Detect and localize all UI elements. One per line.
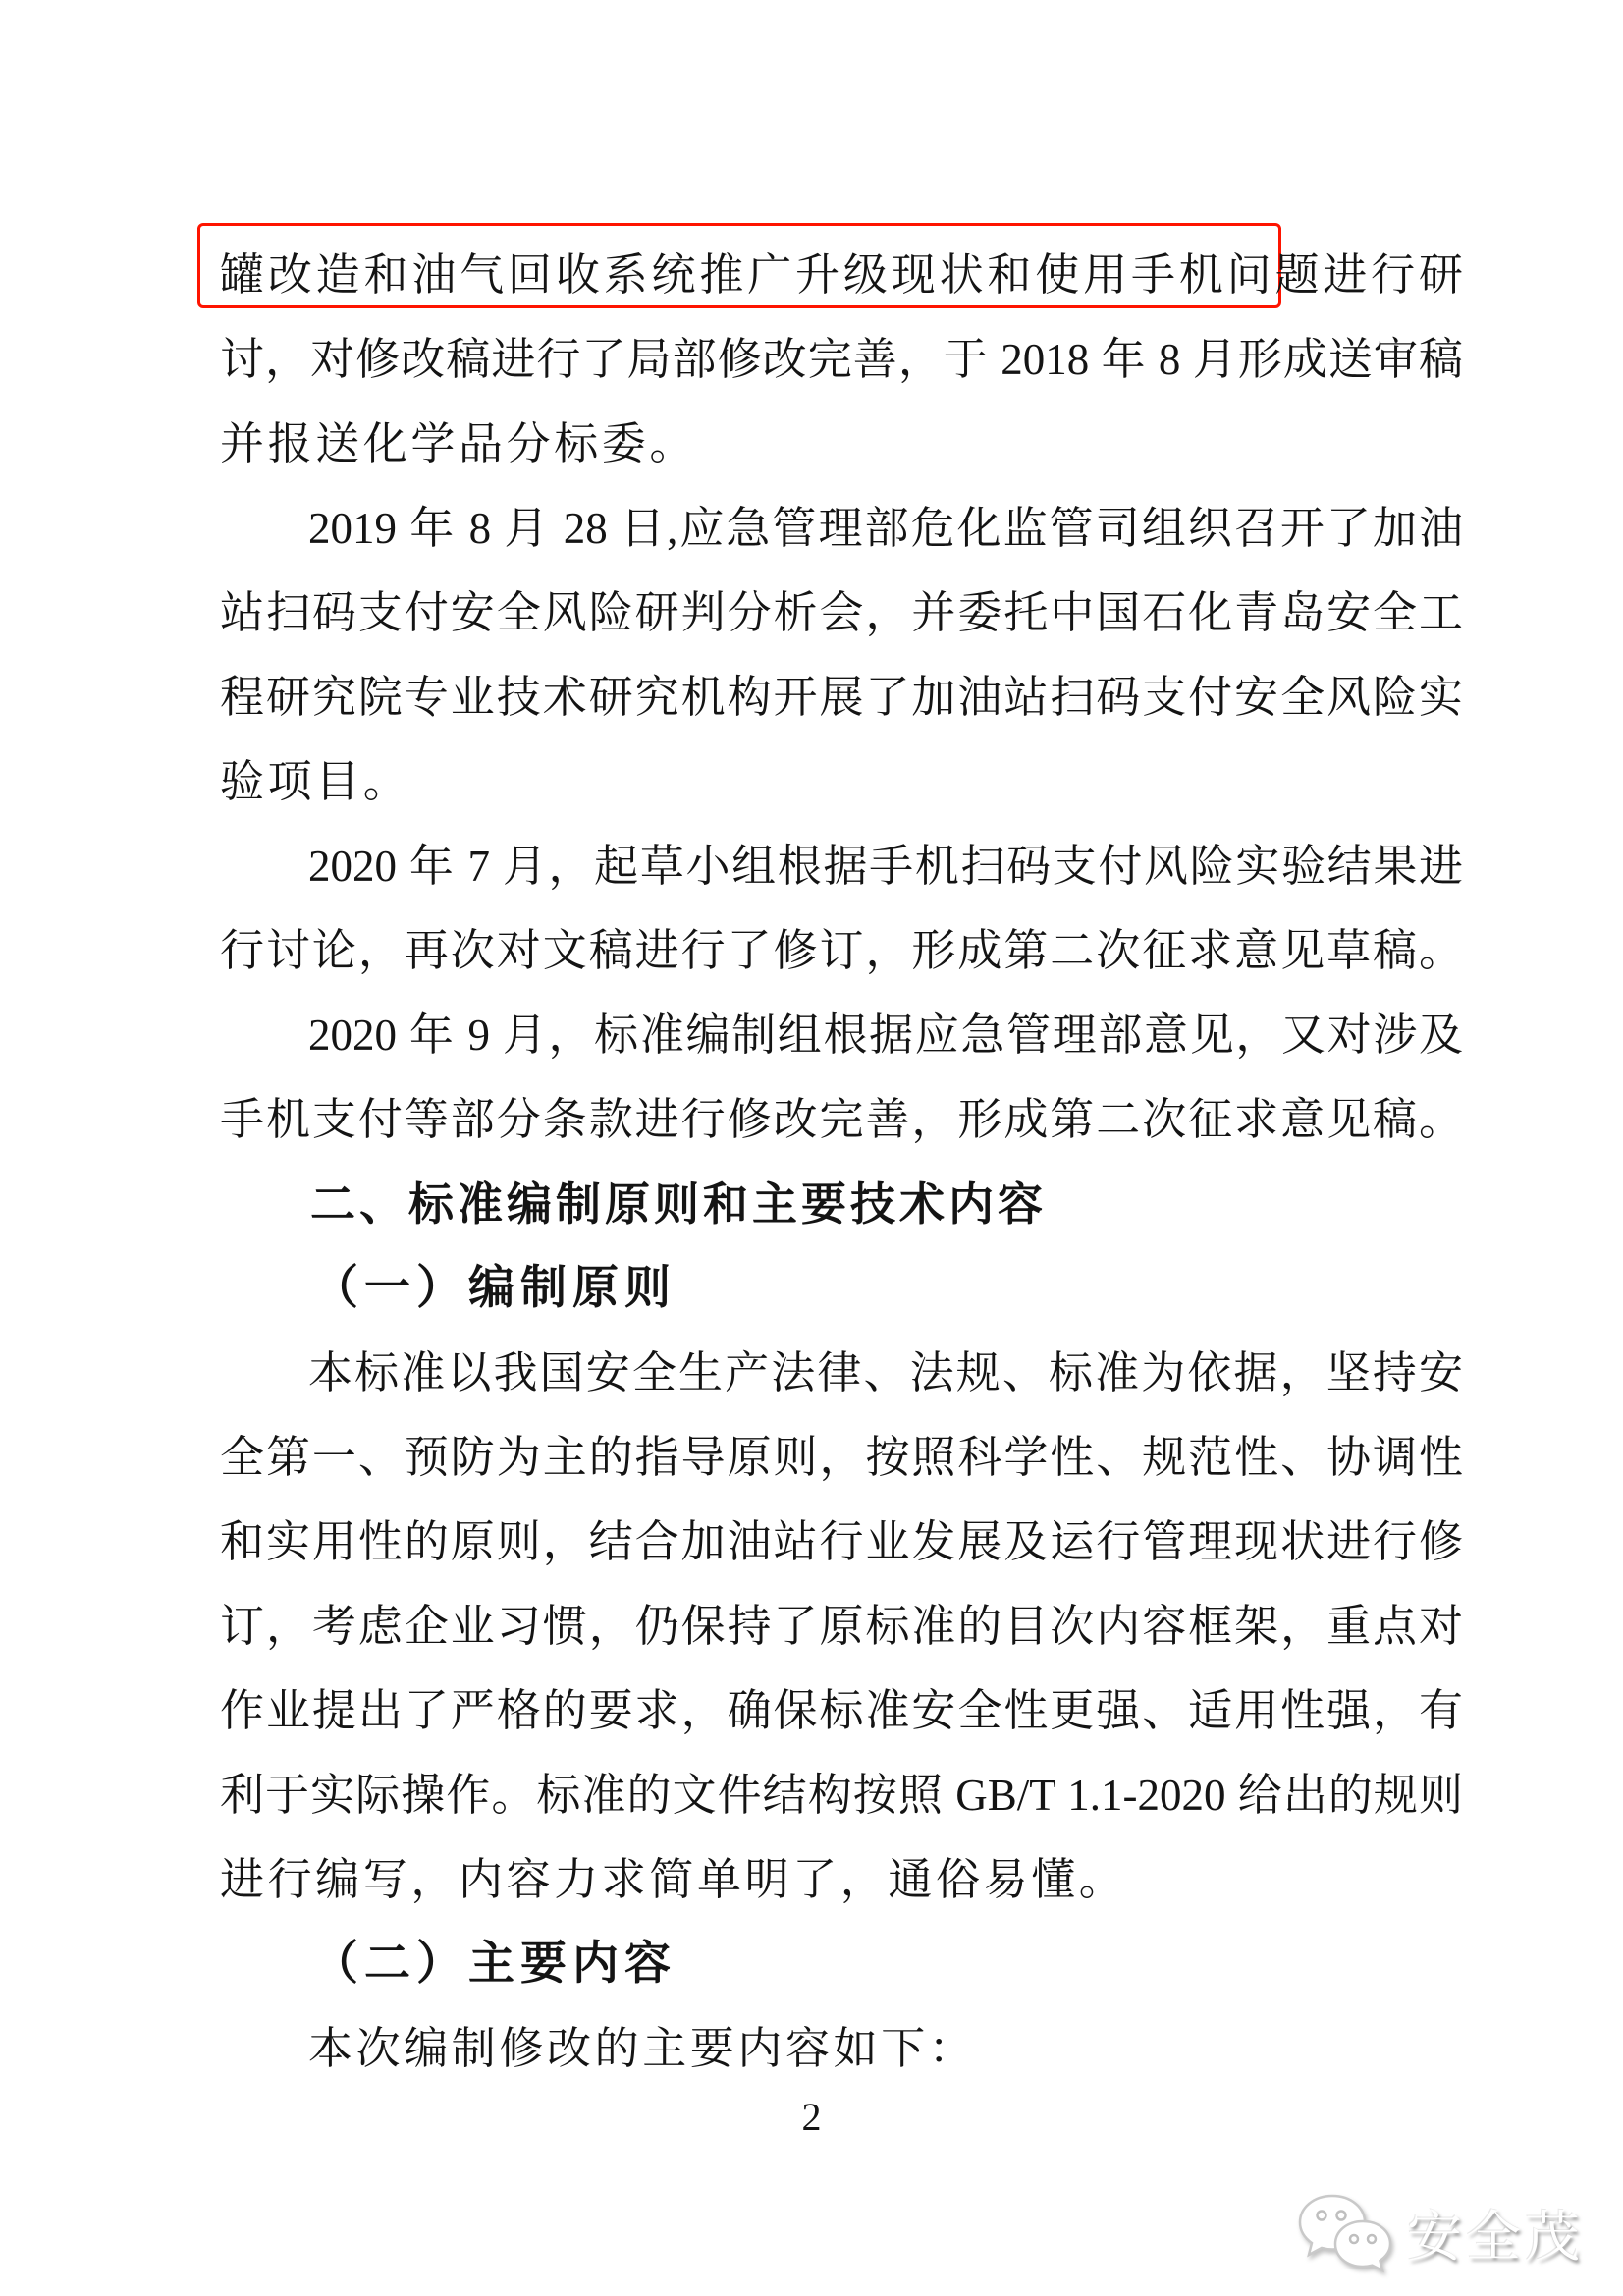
- text-line: 进行编写，内容力求简单明了，通俗易懂。: [220, 1855, 1127, 1904]
- subsection-heading: （一）编制原则: [312, 1263, 676, 1314]
- page-number: 2: [801, 2095, 822, 2139]
- text-line: 2019 年 8 月 28 日,应急管理部危化监管司组织召开了加油: [308, 504, 1463, 553]
- text-line: 2020 年 7 月，起草小组根据手机扫码支付风险实验结果进: [308, 842, 1463, 891]
- text-line: 站扫码支付安全风险研判分析会，并委托中国石化青岛安全工: [220, 588, 1463, 637]
- text-line: 全第一、预防为主的指导原则，按照科学性、规范性、协调性: [220, 1433, 1463, 1482]
- section-heading: 二、标准编制原则和主要技术内容: [310, 1178, 1047, 1230]
- text-line: 行讨论，再次对文稿进行了修订，形成第二次征求意见草稿。: [220, 926, 1463, 975]
- text-line: 订，考虑企业习惯，仍保持了原标准的目次内容框架，重点对: [220, 1602, 1463, 1651]
- watermark: [1287, 2188, 1584, 2278]
- document-body: [220, 233, 1463, 2091]
- watermark-brand-text: 安全茂: [1407, 2206, 1584, 2268]
- text-line: 本次编制修改的主要内容如下：: [308, 2024, 977, 2073]
- text-line: 并报送化学品分标委。: [220, 419, 698, 468]
- text-line: 本标准以我国安全生产法律、法规、标准为依据，坚持安: [308, 1348, 1463, 1397]
- text-line: 和实用性的原则，结合加油站行业发展及运行管理现状进行修: [220, 1517, 1463, 1566]
- text-line: 利于实际操作。标准的文件结构按照 GB/T 1.1-2020 给出的规则: [220, 1771, 1463, 1820]
- text-line: 2020 年 9 月，标准编制组根据应急管理部意见，又对涉及: [308, 1011, 1463, 1060]
- text-line: 验项目。: [220, 757, 411, 806]
- wechat-icon: [1287, 2188, 1397, 2278]
- subsection-heading: （二）主要内容: [312, 1939, 676, 1990]
- text-line: 作业提出了严格的要求，确保标准安全性更强、适用性强，有: [220, 1686, 1463, 1735]
- text-line: 罐改造和油气回收系统推广升级现状和使用手机问题进行研: [220, 250, 1463, 300]
- text-line: 程研究院专业技术研究机构开展了加油站扫码支付安全风险实: [220, 673, 1463, 722]
- text-line: 讨，对修改稿进行了局部修改完善，于 2018 年 8 月形成送审稿: [220, 335, 1463, 384]
- text-line: 手机支付等部分条款进行修改完善，形成第二次征求意见稿。: [220, 1095, 1463, 1144]
